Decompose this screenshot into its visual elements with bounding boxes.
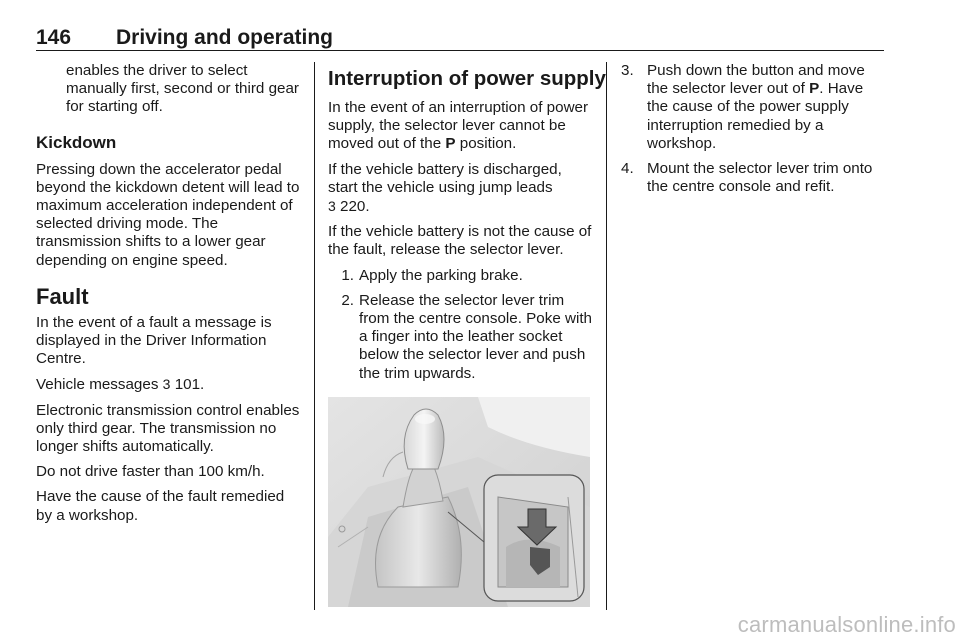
list-item [621,160,887,196]
page-title: Driving and operating [116,26,334,49]
fault-heading: Fault [36,283,89,309]
fault-paragraph-4: Do not drive faster than 100 km/h. [36,463,265,481]
power-p1-text: In the event of an interruption of power supply, the selector lever cannot be moved out of the [328,99,589,153]
kickdown-paragraph: Pressing down the accelerator pedal beyond the kickdown detent will lead to maximum acceleration independent of selected driving mode. The transmission shifts to a lower gear depending on engine speed. [36,160,300,269]
fault-paragraph-3: Electronic transmission control enables only third gear. The transmission no longer shifts automatically. [36,401,300,456]
fault-paragraph-2 [36,375,302,394]
vehicle-messages-text: Vehicle messages [36,376,159,394]
vehicle-messages-ref[interactable]: 101. [174,376,205,394]
power-p1-end: position. [459,135,517,153]
page-ref-arrow-icon: 3 [328,198,336,215]
column-2 [328,62,606,607]
page-number: 146 [36,26,72,49]
column-3 [621,62,887,203]
list-item [328,292,594,383]
power-paragraph-3: If the vehicle battery is not the cause of the fault, release the selector lever. [328,223,592,259]
watermark: carmanualsonline.info [737,612,956,637]
column-1 [36,62,302,532]
step-text: Release the selector lever trim from the centre console. Poke with a finger into the leather socket below the selector lever and push the trim upwards. [359,291,592,382]
power-p2-text: If the vehicle battery is discharged, start the vehicle using jump leads [328,160,562,196]
step-number: 3. [621,62,634,79]
gear-p-label: P [445,135,456,153]
step-text: Apply the parking brake. [359,266,523,284]
kickdown-heading: Kickdown [36,132,117,152]
selector-lever-illustration [328,397,590,607]
fault-paragraph-1: In the event of a fault a message is displayed in the Driver Information Centre. [36,313,272,368]
step-number: 2. [341,291,354,309]
page-ref-arrow-icon: 3 [162,376,171,393]
step3-text-a: Push down the button and move the selector lever out of [647,62,865,98]
step-number: 1. [341,266,354,284]
list-item [328,267,594,285]
column-divider-1 [314,62,315,610]
gear-p-label: P [809,80,820,98]
column-divider-2 [606,62,607,610]
power-paragraph-1 [328,99,594,154]
power-paragraph-2 [328,161,594,217]
step-number: 4. [621,160,634,178]
power-supply-heading: Interruption of power supply [328,67,606,90]
jump-leads-ref[interactable]: 220. [340,198,370,216]
intro-paragraph: enables the driver to select manually first, second or third gear for starting off. [66,62,299,116]
fault-paragraph-5: Have the cause of the fault remedied by a workshop. [36,488,285,524]
step3-text-b: . Have the cause of the power supply interruption remedied by a workshop. [647,80,864,152]
page-header [0,0,960,52]
step-text: Mount the selector lever trim onto the centre console and refit. [647,160,873,196]
steps-list-continued [621,62,887,196]
header-rule [36,50,884,51]
step-text [647,62,887,153]
list-item [621,62,887,153]
steps-list [328,267,594,383]
